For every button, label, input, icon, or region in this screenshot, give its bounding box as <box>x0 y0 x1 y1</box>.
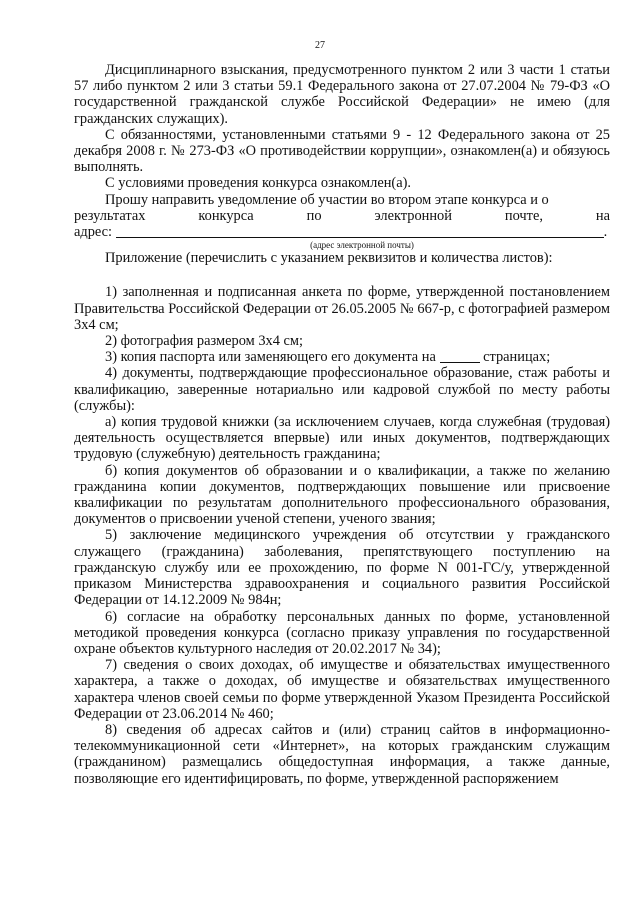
paragraph-notification-request: Прошу направить уведомление об участии во втором этапе конкурса и о <box>105 191 549 208</box>
appendix-item-6: 6) согласие на обработку персональных данных по форме, установленной методикой проведения конкурса (согласно приказу управления по государственной охране объектов культурного наследия от 20.02.2017 № 34); <box>74 608 610 657</box>
appendix-item-4a: а) копия трудовой книжки (за исключением случаев, когда служебная (трудовая) деятельность осуществляется впервые) или иных документов, подтверждающих трудовую (служебную) деятельность гражданина; <box>74 414 610 463</box>
notification-words-row <box>74 208 610 224</box>
email-address-line <box>74 224 610 240</box>
paragraph-disciplinary: Дисциплинарного взыскания, предусмотренного пунктом 2 или 3 части 1 статьи 57 либо пунктом 2 или 3 статьи 59.1 Федерального закона от 27.07.2004 № 79-ФЗ «О государственной гражданской службе Российской Федерации» не имею (для гражданских служащих). <box>74 62 610 127</box>
page-number: 27 <box>315 40 325 51</box>
appendix-item-3 <box>74 349 610 365</box>
appendix-heading: Приложение (перечислить с указанием реквизитов и количества листов): <box>105 250 553 267</box>
appendix-item-8: 8) сведения об адресах сайтов и (или) страниц сайтов в информационно-телекоммуникационной сети «Интернет», на которых гражданским служащим (гражданином) размещались общедоступная информация, а также данные, позволяющие его идентифицировать, по форме, утвержденной распоряжением <box>74 721 610 787</box>
appendix-item-2: 2) фотография размером 3х4 см; <box>105 333 303 350</box>
appendix-item-5: 5) заключение медицинского учреждения об отсутствии у гражданского служащего (гражданина) заболевания, препятствующего поступлению на гражданскую службу или ее прохождению, по форме N 001-ГС/у, утвержденной приказом Министерства здравоохранения и социального развития Российской Федерации от 14.12.2009 № 984н; <box>74 527 610 609</box>
paragraph-anticorruption: С обязанностями, установленными статьями 9 - 12 Федерального закона от 25 декабря 2008 г. № 273-ФЗ «О противодействии коррупции», ознакомлен(а) и обязуюсь выполнять. <box>74 126 610 176</box>
notification-word: почте, <box>504 207 543 224</box>
appendix-item-1: 1) заполненная и подписанная анкета по форме, утвержденной постановлением Правительства Российской Федерации от 26.05.2005 № 667-р, с фотографией размером 3х4 см; <box>74 284 610 333</box>
notification-word: конкурса <box>198 207 254 224</box>
address-label: адрес: <box>74 224 113 241</box>
notification-word: на <box>595 207 610 224</box>
item3-text-end: страницах; <box>483 349 551 366</box>
item3-text: 3) копия паспорта или заменяющего его документа на <box>105 349 436 366</box>
page-count-field[interactable] <box>440 349 480 363</box>
notification-word: по <box>306 207 322 224</box>
paragraph-conditions: С условиями проведения конкурса ознакомлен(а). <box>105 175 411 192</box>
email-address-field[interactable] <box>116 224 604 238</box>
statements-block <box>74 62 610 787</box>
email-caption: (адрес электронной почты) <box>310 240 414 251</box>
notification-word: электронной <box>374 207 452 224</box>
notification-word: результатах <box>74 207 146 224</box>
address-end: . <box>603 224 608 241</box>
appendix-item-4: 4) документы, подтверждающие профессиональное образование, стаж работы и квалификацию, заверенные нотариально или кадровой службой по месту работы (службы): <box>74 365 610 414</box>
appendix-item-4b: б) копия документов об образовании и о квалификации, а также по желанию гражданина копии документов, подтверждающих повышение или присвоение квалификации по результатам дополнительного профессионального образования, документов о присвоении ученой степени, ученого звания; <box>74 462 610 528</box>
appendix-item-7: 7) сведения о своих доходах, об имуществе и обязательствах имущественного характера, а также о доходах, об имуществе и обязательствах имущественного характера членов своей семьи по форме утвержденной Указом Президента Российской Федерации от 23.06.2014 № 460; <box>74 657 610 722</box>
